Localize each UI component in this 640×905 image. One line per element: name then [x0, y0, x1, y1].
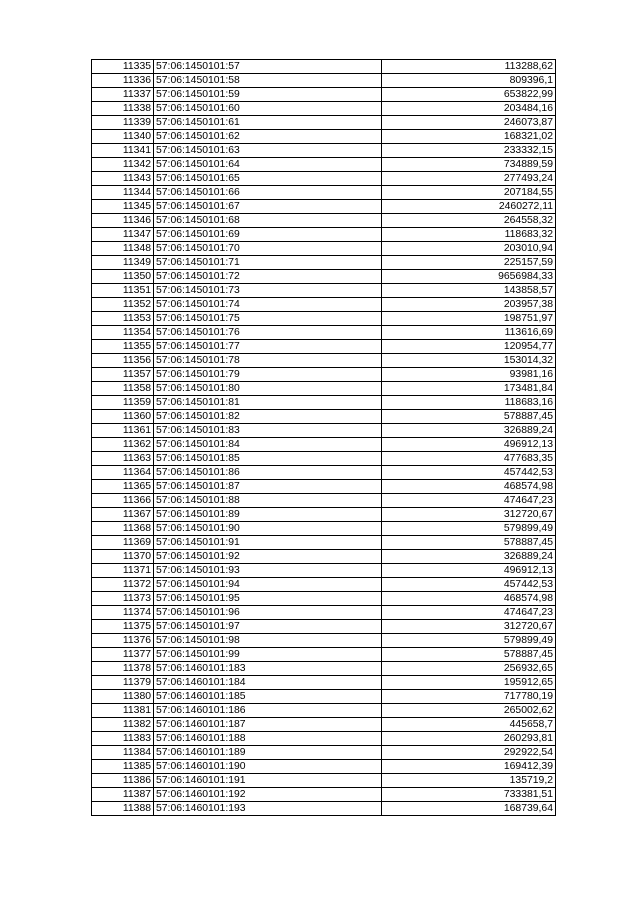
value-cell: 168739,64	[382, 802, 556, 816]
cadastral-number-cell: 57:06:1450101:85	[154, 452, 382, 466]
cadastral-number-cell: 57:06:1450101:91	[154, 536, 382, 550]
table-row	[92, 802, 556, 816]
value-cell: 809396,1	[382, 74, 556, 88]
row-number-cell: 11382	[92, 718, 154, 732]
table-row	[92, 396, 556, 410]
value-cell: 195912,65	[382, 676, 556, 690]
table-row	[92, 382, 556, 396]
row-number-cell: 11374	[92, 606, 154, 620]
table-row	[92, 718, 556, 732]
value-cell: 653822,99	[382, 88, 556, 102]
cadastral-number-cell: 57:06:1460101:184	[154, 676, 382, 690]
value-cell: 445658,7	[382, 718, 556, 732]
table-row	[92, 424, 556, 438]
row-number-cell: 11344	[92, 186, 154, 200]
table-row	[92, 298, 556, 312]
value-cell: 496912,13	[382, 564, 556, 578]
table-row	[92, 452, 556, 466]
row-number-cell: 11360	[92, 410, 154, 424]
value-cell: 468574,98	[382, 592, 556, 606]
cadastral-number-cell: 57:06:1450101:64	[154, 158, 382, 172]
value-cell: 579899,49	[382, 522, 556, 536]
cadastral-number-cell: 57:06:1460101:191	[154, 774, 382, 788]
cadastral-number-cell: 57:06:1450101:97	[154, 620, 382, 634]
cadastral-number-cell: 57:06:1450101:99	[154, 648, 382, 662]
cadastral-number-cell: 57:06:1460101:188	[154, 732, 382, 746]
cadastral-number-cell: 57:06:1450101:81	[154, 396, 382, 410]
cadastral-number-cell: 57:06:1450101:61	[154, 116, 382, 130]
cadastral-number-cell: 57:06:1450101:96	[154, 606, 382, 620]
table-row	[92, 438, 556, 452]
value-cell: 203010,94	[382, 242, 556, 256]
value-cell: 153014,32	[382, 354, 556, 368]
cadastral-number-cell: 57:06:1450101:70	[154, 242, 382, 256]
cadastral-number-cell: 57:06:1450101:83	[154, 424, 382, 438]
row-number-cell: 11348	[92, 242, 154, 256]
cadastral-number-cell: 57:06:1450101:71	[154, 256, 382, 270]
cadastral-number-cell: 57:06:1450101:95	[154, 592, 382, 606]
cadastral-number-cell: 57:06:1450101:90	[154, 522, 382, 536]
row-number-cell: 11379	[92, 676, 154, 690]
value-cell: 474647,23	[382, 606, 556, 620]
table-row	[92, 312, 556, 326]
document-page	[91, 59, 555, 816]
table-row	[92, 284, 556, 298]
value-cell: 326889,24	[382, 424, 556, 438]
table-row	[92, 228, 556, 242]
cadastral-number-cell: 57:06:1450101:98	[154, 634, 382, 648]
row-number-cell: 11345	[92, 200, 154, 214]
cadastral-number-cell: 57:06:1460101:193	[154, 802, 382, 816]
row-number-cell: 11376	[92, 634, 154, 648]
row-number-cell: 11349	[92, 256, 154, 270]
row-number-cell: 11386	[92, 774, 154, 788]
table-row	[92, 186, 556, 200]
value-cell: 203484,16	[382, 102, 556, 116]
row-number-cell: 11354	[92, 326, 154, 340]
row-number-cell: 11383	[92, 732, 154, 746]
table-row	[92, 116, 556, 130]
value-cell: 113288,62	[382, 60, 556, 74]
table-row	[92, 172, 556, 186]
cadastral-value-table	[91, 59, 556, 816]
table-row	[92, 74, 556, 88]
value-cell: 326889,24	[382, 550, 556, 564]
row-number-cell: 11357	[92, 368, 154, 382]
row-number-cell: 11368	[92, 522, 154, 536]
table-row	[92, 508, 556, 522]
value-cell: 246073,87	[382, 116, 556, 130]
table-row	[92, 550, 556, 564]
value-cell: 477683,35	[382, 452, 556, 466]
cadastral-number-cell: 57:06:1460101:190	[154, 760, 382, 774]
row-number-cell: 11373	[92, 592, 154, 606]
table-row	[92, 410, 556, 424]
table-row	[92, 690, 556, 704]
row-number-cell: 11387	[92, 788, 154, 802]
value-cell: 207184,55	[382, 186, 556, 200]
table-row	[92, 760, 556, 774]
value-cell: 265002,62	[382, 704, 556, 718]
cadastral-number-cell: 57:06:1450101:79	[154, 368, 382, 382]
value-cell: 578887,45	[382, 648, 556, 662]
row-number-cell: 11370	[92, 550, 154, 564]
value-cell: 260293,81	[382, 732, 556, 746]
row-number-cell: 11367	[92, 508, 154, 522]
value-cell: 578887,45	[382, 536, 556, 550]
cadastral-number-cell: 57:06:1450101:60	[154, 102, 382, 116]
row-number-cell: 11336	[92, 74, 154, 88]
row-number-cell: 11356	[92, 354, 154, 368]
value-cell: 233332,15	[382, 144, 556, 158]
table-row	[92, 620, 556, 634]
cadastral-number-cell: 57:06:1460101:187	[154, 718, 382, 732]
value-cell: 312720,67	[382, 620, 556, 634]
value-cell: 457442,53	[382, 578, 556, 592]
value-cell: 93981,16	[382, 368, 556, 382]
cadastral-number-cell: 57:06:1450101:65	[154, 172, 382, 186]
table-row	[92, 88, 556, 102]
cadastral-number-cell: 57:06:1450101:73	[154, 284, 382, 298]
value-cell: 9656984,33	[382, 270, 556, 284]
value-cell: 733381,51	[382, 788, 556, 802]
value-cell: 312720,67	[382, 508, 556, 522]
cadastral-number-cell: 57:06:1450101:75	[154, 312, 382, 326]
row-number-cell: 11347	[92, 228, 154, 242]
table-row	[92, 732, 556, 746]
value-cell: 143858,57	[382, 284, 556, 298]
row-number-cell: 11381	[92, 704, 154, 718]
table-row	[92, 256, 556, 270]
table-row	[92, 158, 556, 172]
row-number-cell: 11340	[92, 130, 154, 144]
value-cell: 734889,59	[382, 158, 556, 172]
row-number-cell: 11343	[92, 172, 154, 186]
cadastral-number-cell: 57:06:1460101:192	[154, 788, 382, 802]
row-number-cell: 11352	[92, 298, 154, 312]
row-number-cell: 11355	[92, 340, 154, 354]
value-cell: 256932,65	[382, 662, 556, 676]
value-cell: 118683,32	[382, 228, 556, 242]
row-number-cell: 11388	[92, 802, 154, 816]
row-number-cell: 11377	[92, 648, 154, 662]
value-cell: 168321,02	[382, 130, 556, 144]
cadastral-number-cell: 57:06:1450101:58	[154, 74, 382, 88]
table-row	[92, 662, 556, 676]
cadastral-number-cell: 57:06:1450101:63	[154, 144, 382, 158]
cadastral-number-cell: 57:06:1460101:183	[154, 662, 382, 676]
cadastral-number-cell: 57:06:1450101:94	[154, 578, 382, 592]
table-row	[92, 788, 556, 802]
table-row	[92, 242, 556, 256]
cadastral-number-cell: 57:06:1460101:186	[154, 704, 382, 718]
row-number-cell: 11375	[92, 620, 154, 634]
table-row	[92, 368, 556, 382]
row-number-cell: 11365	[92, 480, 154, 494]
value-cell: 198751,97	[382, 312, 556, 326]
value-cell: 135719,2	[382, 774, 556, 788]
cadastral-number-cell: 57:06:1450101:87	[154, 480, 382, 494]
value-cell: 717780,19	[382, 690, 556, 704]
value-cell: 457442,53	[382, 466, 556, 480]
cadastral-number-cell: 57:06:1450101:92	[154, 550, 382, 564]
cadastral-number-cell: 57:06:1450101:67	[154, 200, 382, 214]
table-row	[92, 648, 556, 662]
table-row	[92, 144, 556, 158]
cadastral-number-cell: 57:06:1460101:189	[154, 746, 382, 760]
row-number-cell: 11335	[92, 60, 154, 74]
table-row	[92, 214, 556, 228]
value-cell: 118683,16	[382, 396, 556, 410]
cadastral-number-cell: 57:06:1450101:62	[154, 130, 382, 144]
table-row	[92, 494, 556, 508]
cadastral-number-cell: 57:06:1450101:74	[154, 298, 382, 312]
value-cell: 578887,45	[382, 410, 556, 424]
row-number-cell: 11342	[92, 158, 154, 172]
row-number-cell: 11338	[92, 102, 154, 116]
table-row	[92, 564, 556, 578]
row-number-cell: 11380	[92, 690, 154, 704]
row-number-cell: 11359	[92, 396, 154, 410]
cadastral-number-cell: 57:06:1450101:72	[154, 270, 382, 284]
row-number-cell: 11385	[92, 760, 154, 774]
cadastral-number-cell: 57:06:1450101:88	[154, 494, 382, 508]
table-row	[92, 606, 556, 620]
row-number-cell: 11366	[92, 494, 154, 508]
table-row	[92, 270, 556, 284]
table-row	[92, 340, 556, 354]
table-row	[92, 592, 556, 606]
cadastral-number-cell: 57:06:1450101:84	[154, 438, 382, 452]
value-cell: 169412,39	[382, 760, 556, 774]
cadastral-number-cell: 57:06:1450101:68	[154, 214, 382, 228]
table-row	[92, 634, 556, 648]
value-cell: 579899,49	[382, 634, 556, 648]
value-cell: 496912,13	[382, 438, 556, 452]
cadastral-number-cell: 57:06:1450101:93	[154, 564, 382, 578]
table-row	[92, 200, 556, 214]
row-number-cell: 11350	[92, 270, 154, 284]
table-row	[92, 578, 556, 592]
row-number-cell: 11363	[92, 452, 154, 466]
row-number-cell: 11339	[92, 116, 154, 130]
cadastral-number-cell: 57:06:1450101:66	[154, 186, 382, 200]
table-row	[92, 102, 556, 116]
row-number-cell: 11353	[92, 312, 154, 326]
row-number-cell: 11351	[92, 284, 154, 298]
cadastral-number-cell: 57:06:1450101:86	[154, 466, 382, 480]
value-cell: 2460272,11	[382, 200, 556, 214]
value-cell: 225157,59	[382, 256, 556, 270]
cadastral-number-cell: 57:06:1450101:82	[154, 410, 382, 424]
row-number-cell: 11371	[92, 564, 154, 578]
value-cell: 468574,98	[382, 480, 556, 494]
row-number-cell: 11369	[92, 536, 154, 550]
value-cell: 264558,32	[382, 214, 556, 228]
row-number-cell: 11384	[92, 746, 154, 760]
table-row	[92, 676, 556, 690]
row-number-cell: 11378	[92, 662, 154, 676]
row-number-cell: 11364	[92, 466, 154, 480]
table-body	[92, 60, 556, 816]
cadastral-number-cell: 57:06:1460101:185	[154, 690, 382, 704]
row-number-cell: 11361	[92, 424, 154, 438]
cadastral-number-cell: 57:06:1450101:76	[154, 326, 382, 340]
table-row	[92, 536, 556, 550]
table-row	[92, 60, 556, 74]
value-cell: 474647,23	[382, 494, 556, 508]
value-cell: 277493,24	[382, 172, 556, 186]
cadastral-number-cell: 57:06:1450101:78	[154, 354, 382, 368]
value-cell: 173481,84	[382, 382, 556, 396]
value-cell: 203957,38	[382, 298, 556, 312]
value-cell: 113616,69	[382, 326, 556, 340]
table-row	[92, 480, 556, 494]
table-row	[92, 522, 556, 536]
value-cell: 120954,77	[382, 340, 556, 354]
row-number-cell: 11362	[92, 438, 154, 452]
row-number-cell: 11372	[92, 578, 154, 592]
cadastral-number-cell: 57:06:1450101:89	[154, 508, 382, 522]
row-number-cell: 11346	[92, 214, 154, 228]
table-row	[92, 326, 556, 340]
cadastral-number-cell: 57:06:1450101:80	[154, 382, 382, 396]
cadastral-number-cell: 57:06:1450101:77	[154, 340, 382, 354]
table-row	[92, 774, 556, 788]
row-number-cell: 11341	[92, 144, 154, 158]
table-row	[92, 746, 556, 760]
cadastral-number-cell: 57:06:1450101:57	[154, 60, 382, 74]
value-cell: 292922,54	[382, 746, 556, 760]
cadastral-number-cell: 57:06:1450101:69	[154, 228, 382, 242]
table-row	[92, 466, 556, 480]
row-number-cell: 11358	[92, 382, 154, 396]
cadastral-number-cell: 57:06:1450101:59	[154, 88, 382, 102]
table-row	[92, 130, 556, 144]
table-row	[92, 354, 556, 368]
row-number-cell: 11337	[92, 88, 154, 102]
table-row	[92, 704, 556, 718]
